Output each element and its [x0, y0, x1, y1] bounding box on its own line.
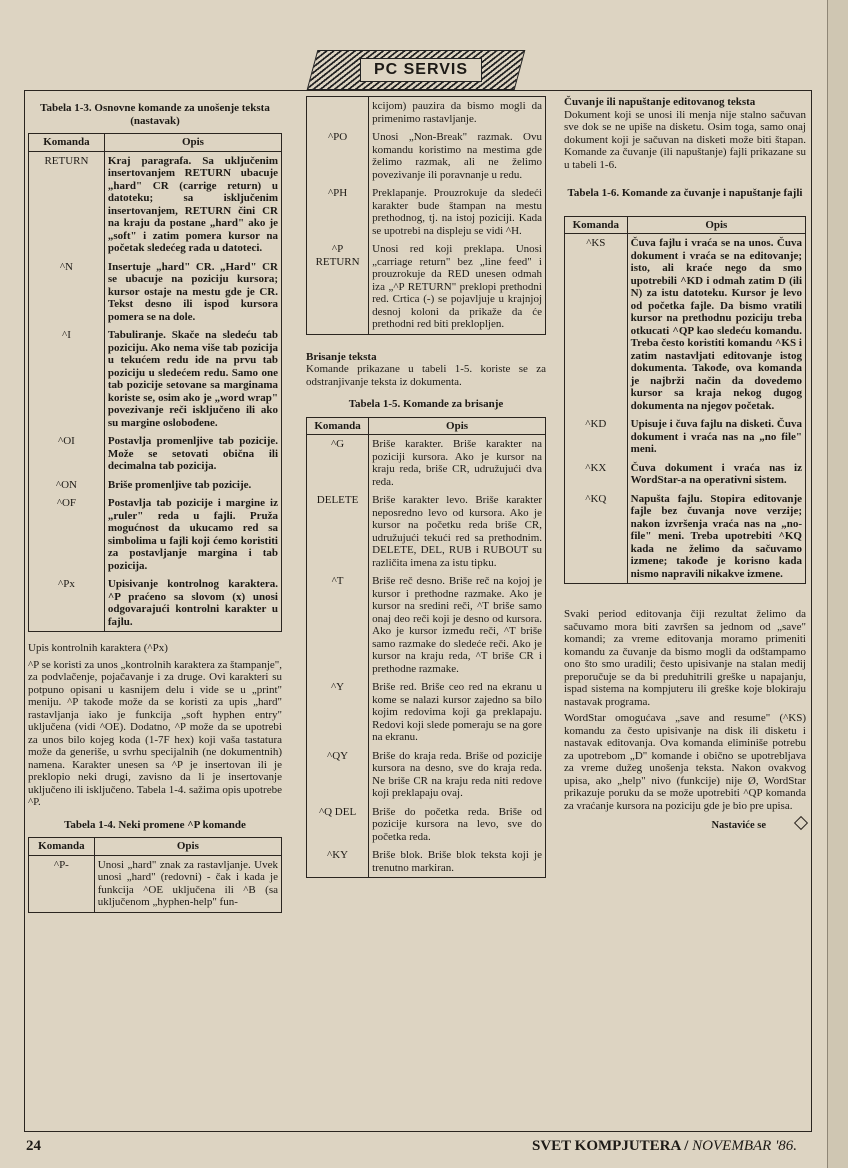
command-cell: ^Y [307, 678, 369, 747]
table-1-5-caption: Tabela 1-5. Komande za brisanje [348, 398, 504, 410]
command-cell: ^P RETURN [307, 240, 369, 334]
table-row [307, 240, 546, 334]
command-cell: ^I [29, 326, 105, 432]
command-cell: ^G [307, 435, 369, 492]
command-cell: ^PO [307, 128, 369, 184]
table-row [307, 435, 546, 492]
table-row [307, 97, 546, 129]
continued-label: Nastaviće se [711, 820, 766, 831]
command-cell: ^P- [29, 855, 95, 912]
table-row [307, 128, 546, 184]
section-heading-cuvanje: Čuvanje ili napuštanje editovanog teksta [564, 96, 756, 108]
adjacent-page-edge [827, 0, 848, 1168]
table-row [565, 490, 806, 584]
command-cell: ^QY [307, 747, 369, 803]
command-cell: ^KQ [565, 490, 628, 584]
description-cell: Unosi „hard" znak za rastavljanje. Uvek unosi „hard" (redovni) - čak i kada je funkcija ^OE uključena ili ^B (sa uključenom „hyphen-help" fun- [94, 855, 281, 912]
table-header-command: Komanda [565, 216, 628, 234]
description-cell: Insertuje „hard" CR. „Hard" CR se ubacuje na poziciju kursora; kursor ostaje na mestu gde je CR. Tekst desno ili ispod kursora pomera se na dole. [104, 258, 281, 327]
description-cell: Briše reč desno. Briše reč na kojoj je kursor i prethodne razmake. Ako je kursor na sredini reči, ^T briše samo onaj deo reči koji je desno od kursora. Ako je kursor između reči, ^T briše samo razmake do sledeće reči. Ako je kursor na kraju reda, ^T briše CR i prethodne razmake. [369, 572, 546, 678]
magazine-name: SVET KOMPJUTERA / [532, 1138, 689, 1154]
description-cell: Unosi „Non-Break" razmak. Ovu komandu koristimo na mestima gde želimo razmak, ali ne želimo povezivanje ili poravnanje u redu. [369, 128, 546, 184]
description-cell: Briše red. Briše ceo red na ekranu u kome se nalazi kursor zajedno sa bilo kojim redovima koji ga preklapaju. Redovi koji slede pomeraju se na gore na ekranu. [369, 678, 546, 747]
table-row [307, 184, 546, 240]
table-row [29, 855, 282, 912]
description-cell: Tabuliranje. Skače na sledeću tab poziciju. Ako nema više tab pozicija u tekućem redu ide na prvu tab poziciju u sledećem redu. Samo one tab pozicije setovane sa marginama koriste se, osim ako je „word wrap" povezivanje reči isključeno ili ako su margine oslobođene. [104, 326, 281, 432]
table-1-3 [28, 133, 282, 632]
description-cell: Unosi red koji preklapa. Unosi „carriage return" bez „line feed" i prouzrokuje da RED unesen odmah iza „^P RETURN" preklopi prethodni red. Crtica (-) se pojavljuje u krajnjoj desnoj koloni da prikaže da će prethodni red biti preklopljen. [369, 240, 546, 334]
table-1-6-caption: Tabela 1-6. Komande za čuvanje i napuštanje fajli [567, 187, 803, 199]
description-cell: Briše promenljive tab pozicije. [104, 476, 281, 495]
command-cell: ^KX [565, 459, 628, 490]
command-cell: ^KY [307, 846, 369, 878]
table-1-4-continued [306, 96, 546, 335]
magazine-footer [532, 1138, 797, 1155]
table-header-command: Komanda [29, 838, 95, 856]
paragraph-body: Svaki period editovanja čiji rezultat želimo da sačuvamo mora biti završen sa jednom od „save" komandi; za vreme editovanja moramo primeniti komandu za čuvanje da bismo mogli da odštampamo ono što smo uradili; često upisivanje na stalan medij preporučuje se da bi preduhitrili greške u napajanju, ispad sistema na kompjuteru ili greške koje blokiraju nastavak programa. [564, 608, 806, 708]
paragraph-body: Dokument koji se unosi ili menja nije stalno sačuvan sve dok se ne upiše na disketu. Osim toga, samo onaj dokument koji je sačuvan na disketi može biti štapan. Komande za čuvanje (ili napuštanje) fajli prikazane su u tabeli 1-6. [564, 108, 806, 171]
description-cell: Preklapanje. Prouzrokuje da sledeći karakter bude štampan na mestu prethodnog, tj. na istoj poziciji. Kada se upotrebi na displeju se vidi ^H. [369, 184, 546, 240]
table-row [307, 678, 546, 747]
description-cell: Upisuje i čuva fajlu na disketi. Čuva dokument i vraća nas na „no file" meni. [627, 415, 805, 459]
issue-date: NOVEMBAR '86. [692, 1138, 798, 1154]
description-cell: Briše do kraja reda. Briše od pozicije kursora na desno, sve do kraja reda. Ne briše CR na kraju reda niti redove koji preklapaju ovaj. [369, 747, 546, 803]
description-cell: kcijom) pauzira da bismo mogli da primenimo rastavljanje. [369, 97, 546, 129]
table-row [307, 846, 546, 878]
table-1-4 [28, 837, 282, 913]
command-cell: ^Q DEL [307, 803, 369, 847]
table-row [565, 234, 806, 416]
description-cell: Čuva dokument i vraća nas iz WordStar-a na operativni sistem. [627, 459, 805, 490]
description-cell: Upisivanje kontrolnog karaktera. ^P praćeno sa slovom (x) unosi odgovarajući kontrolni karakter u fajlu. [104, 575, 281, 632]
end-diamond-icon [794, 816, 808, 830]
table-row [307, 572, 546, 678]
table-row [29, 494, 282, 575]
table-header-command: Komanda [29, 134, 105, 152]
table-row [29, 151, 282, 258]
paragraph-body: ^P se koristi za unos „kontrolnih karaktera za štampanje", za podvlačenje, pojačavanje i za druge. Ovi karakteri su potpuno opisani u kasnijem delu i vide se u „print" meniju. ^P takođe može da se koristi za upis „hard" rastavljanja iako je funkcija „soft hyphen entry" uključena (vidi ^OE). Dodatno, ^P može da se upotrebi za unos bilo kojeg koda (1-7F hex) koji vaša tastatura može da generiše, u svrhu specijalnih (ne dokumentnih) namena. Karakter unesen sa ^P je insertovan ili je preklopio neki drugi, zavisno da li je insertovanje uključeno ili isključeno. Tabela 1-4. sažima opis upotrebe ^P. [28, 658, 282, 808]
description-cell: Kraj paragrafa. Sa uključenim insertovanjem RETURN ubacuje „hard" CR (carrige return) u datoteku; sa isključenim insertovanjem, RETURN čini CR na kraju da postane „hard" ako je „soft" i zatim pomera kursor na početak sledećeg rada u datoteci. [104, 151, 281, 258]
table-row [307, 491, 546, 572]
column-2 [306, 96, 546, 878]
table-row [565, 415, 806, 459]
command-cell: DELETE [307, 491, 369, 572]
table-row [29, 432, 282, 476]
table-row [307, 803, 546, 847]
page-number: 24 [26, 1138, 41, 1154]
description-cell: Čuva fajlu i vraća se na unos. Čuva dokument i vraća se na editovanje; isto, ali kraće nego da smo upotrebili ^KD i odmah zatim D (ili N) za istu datoteku. Kursor je levo od početka fajle. Da bismo vratili kursor na prethodnu poziciju treba otkucati ^QP kao sledeću komandu. Treba često koristiti komandu ^KS i zatim nastavljati editovanje istog dokumenta. Takođe, ova komanda je najbrži način da dovedemo kursor sa kraja nekog dugog dokumenta na njegov početak. [627, 234, 805, 416]
command-cell: RETURN [29, 151, 105, 258]
table-1-6 [564, 216, 806, 585]
table-1-3-caption: Tabela 1-3. Osnovne komande za unošenje teksta (nastavak) [40, 102, 270, 127]
table-1-4-caption: Tabela 1-4. Neki promene ^P komande [64, 818, 246, 831]
command-cell: ^KD [565, 415, 628, 459]
command-cell: ^T [307, 572, 369, 678]
table-header-description: Opis [627, 216, 805, 234]
paragraph-body: WordStar omogućava „save and resume" (^KS) komandu za često upisivanje na disk ili disketu i nastavak editovanja. Ova komanda eliminiše potrebu za upotrebom „D" komande i obično se upotrebljava za vreme dužeg unošenja teksta. Nakon ovakvog upisa, ako „help" nivo (funkcije) nije Ø, WordStar prikazuje poruku da se može upotrebiti ^QP komanda za vraćanje kursora na poziciju gde je bio pre upisa. [564, 712, 806, 812]
column-1 [28, 96, 282, 913]
column-3 [564, 96, 806, 833]
table-header-command: Komanda [307, 417, 369, 435]
command-cell [307, 97, 369, 129]
table-1-5 [306, 417, 546, 879]
table-row [565, 459, 806, 490]
table-row [29, 476, 282, 495]
table-row [29, 258, 282, 327]
paragraph-body: Komande prikazane u tabeli 1-5. koriste se za odstranjivanje teksta iz dokumenta. [306, 363, 546, 388]
description-cell: Briše karakter levo. Briše karakter neposredno levo od kursora. Ako je kursor na početku reda briše CR, udružujući tekući red sa prethodnim. DELETE, DEL, RUB i RUBOUT su različita imena za istu tipku. [369, 491, 546, 572]
table-header-description: Opis [104, 134, 281, 152]
description-cell: Postavlja tab pozicije i margine iz „ruler" reda u fajli. Pruža mogućnost da ukucamo red sa simbolima u fajli koji ćemo koristiti za postavljanje margina i tab pozicija. [104, 494, 281, 575]
description-cell: Briše karakter. Briše karakter na poziciji kursora. Ako je kursor na kraju reda, briše CR, udružujući dva reda. [369, 435, 546, 492]
command-cell: ^OF [29, 494, 105, 575]
description-cell: Postavlja promenljive tab pozicije. Može se setovati obična ili decimalna tab pozicija. [104, 432, 281, 476]
table-header-description: Opis [94, 838, 281, 856]
command-cell: ^PH [307, 184, 369, 240]
table-row [29, 575, 282, 632]
paragraph-subtitle: Upis kontrolnih karaktera (^Px) [28, 642, 168, 654]
table-header-description: Opis [369, 417, 546, 435]
section-banner-title: PC SERVIS [360, 58, 482, 82]
table-row [307, 747, 546, 803]
table-row [29, 326, 282, 432]
description-cell: Briše do početka reda. Briše od pozicije kursora na levo, sve do početka reda. [369, 803, 546, 847]
command-cell: ^ON [29, 476, 105, 495]
command-cell: ^Px [29, 575, 105, 632]
command-cell: ^N [29, 258, 105, 327]
description-cell: Briše blok. Briše blok teksta koji je trenutno markiran. [369, 846, 546, 878]
continued-note [564, 818, 806, 833]
command-cell: ^KS [565, 234, 628, 416]
section-heading-brisanje: Brisanje teksta [306, 350, 377, 363]
description-cell: Napušta fajlu. Stopira editovanje fajle bez čuvanja nove verzije; nakon izvršenja vraća nas na „no-file" meni. Treba upotrebiti ^KQ kada ne želimo da sačuvamo izmene; takođe je korisno kada nismo napravili nikakve izmene. [627, 490, 805, 584]
command-cell: ^OI [29, 432, 105, 476]
